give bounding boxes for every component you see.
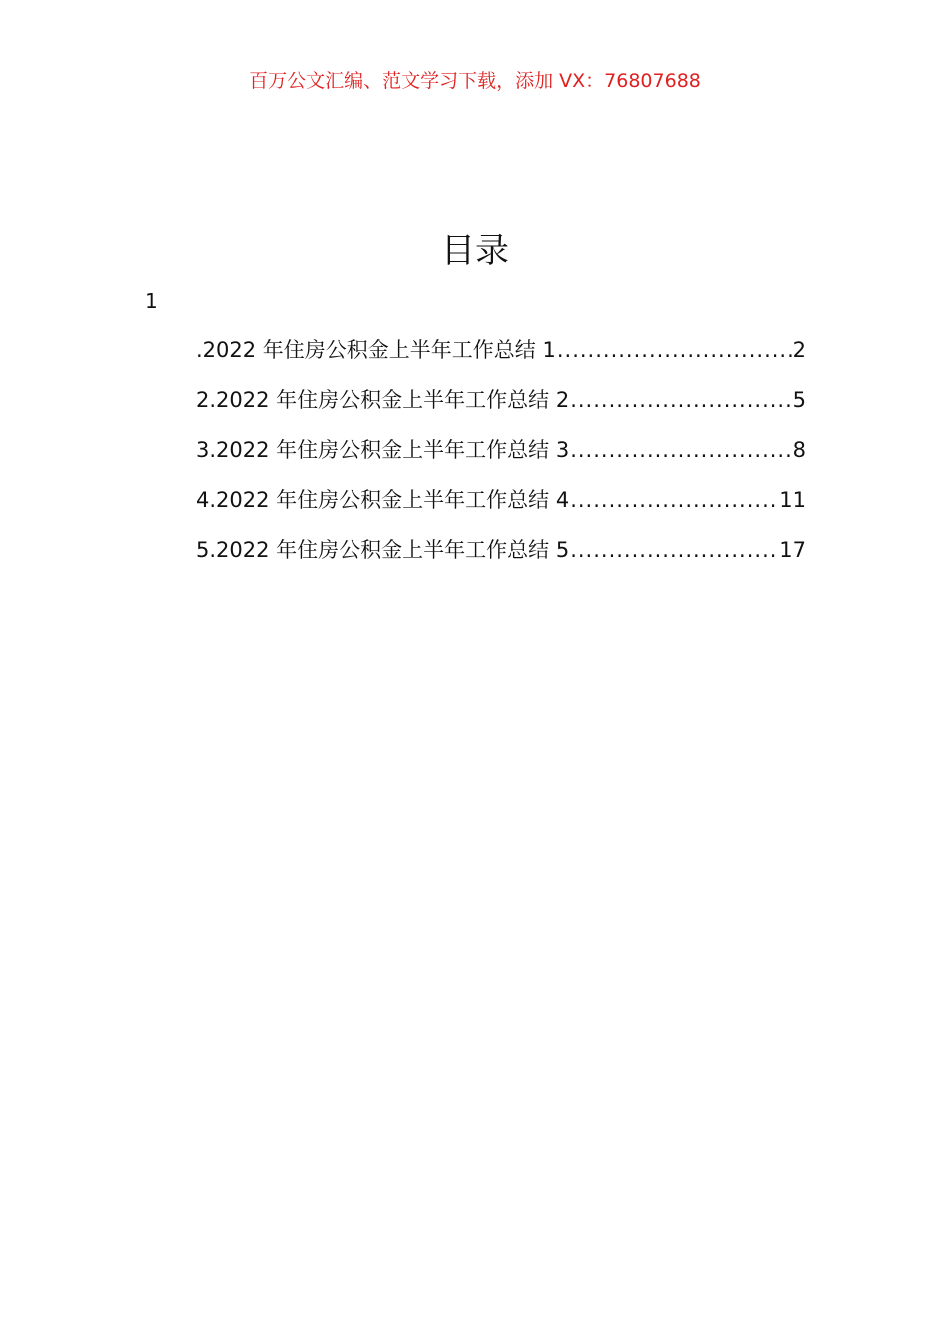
toc-page-number: 17 xyxy=(779,538,806,562)
toc-entry-1[interactable] xyxy=(196,335,806,385)
toc-entry-5[interactable] xyxy=(196,535,806,585)
toc-page-number: 11 xyxy=(779,488,806,512)
toc-page-number: 2 xyxy=(792,338,806,362)
toc-entry-text: 2.2022 年住房公积金上半年工作总结 2 xyxy=(196,388,570,412)
toc-dot-leader xyxy=(570,385,791,415)
toc-entry-2[interactable] xyxy=(196,385,806,435)
toc-entry-text: 5.2022 年住房公积金上半年工作总结 5 xyxy=(196,538,570,562)
toc-leading-number: 1 xyxy=(145,289,158,313)
toc-entry-3[interactable] xyxy=(196,435,806,485)
toc-list xyxy=(196,335,806,585)
toc-page-number: 5 xyxy=(792,388,806,412)
toc-entry-text: 3.2022 年住房公积金上半年工作总结 3 xyxy=(196,438,570,462)
toc-entry-4[interactable] xyxy=(196,485,806,535)
header-banner: 百万公文汇编、范文学习下载，添加 VX：76807688 xyxy=(249,70,701,92)
toc-dot-leader xyxy=(570,435,791,465)
toc-entry-text: 4.2022 年住房公积金上半年工作总结 4 xyxy=(196,488,570,512)
toc-dot-leader xyxy=(557,335,792,365)
toc-entry-text: .2022 年住房公积金上半年工作总结 1 xyxy=(196,338,556,362)
toc-dot-leader xyxy=(570,485,778,515)
toc-title: 目录 xyxy=(441,231,509,271)
toc-dot-leader xyxy=(570,535,778,565)
toc-page-number: 8 xyxy=(792,438,806,462)
